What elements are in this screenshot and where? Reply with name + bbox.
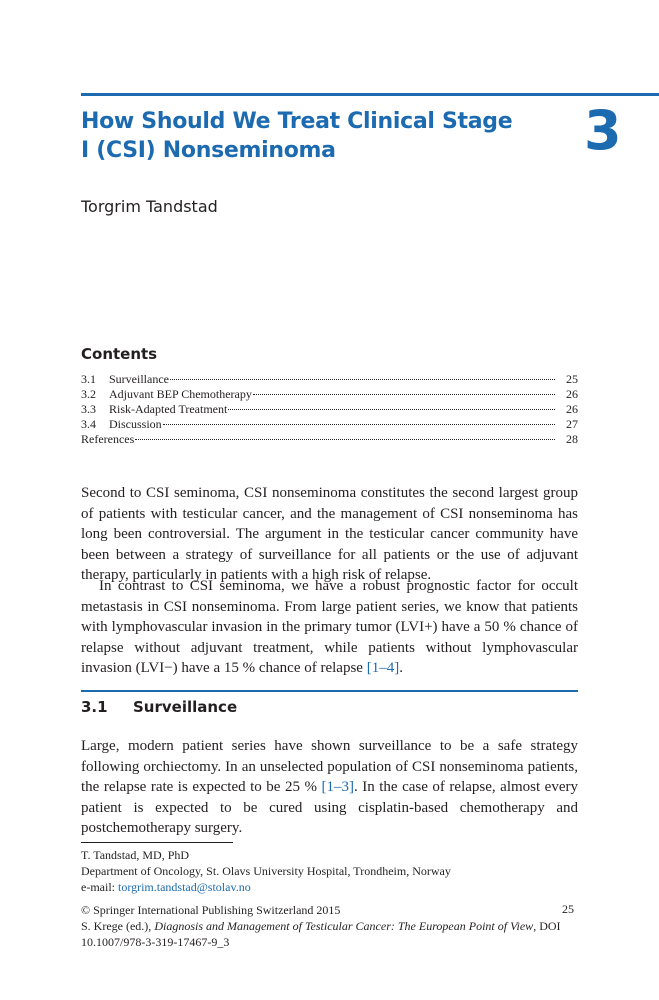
toc-dot-leader — [135, 439, 555, 440]
toc-entry-references[interactable] — [81, 432, 578, 447]
section-rule — [81, 690, 578, 692]
email-link[interactable]: torgrim.tandstad@stolav.no — [117, 880, 251, 894]
toc-entry-number: 3.2 — [81, 387, 96, 401]
contents-heading: Contents — [81, 345, 158, 363]
toc-entry-page: 27 — [566, 417, 578, 431]
email-label: e-mail: — [81, 880, 118, 894]
toc-entry-number: 3.3 — [81, 402, 96, 416]
citation-link[interactable]: [1–3] — [321, 779, 354, 795]
section-heading — [81, 698, 237, 716]
toc-entry-page: 26 — [566, 402, 578, 416]
toc-dot-leader — [170, 379, 555, 380]
toc-entry[interactable] — [81, 417, 578, 432]
doi-text: , DOI 10.1007/978-3-319-17467-9_3 — [81, 919, 561, 949]
book-title: Diagnosis and Management of Testicular Cancer: The European Point of View — [154, 919, 534, 933]
chapter-title: How Should We Treat Clinical Stage I (CSI) Nonseminoma — [81, 109, 513, 163]
intro-paragraph-1: Second to CSI seminoma, CSI nonseminoma constitutes the second largest group of patients with testicular cancer, and the management of CSI nonseminoma has long been controversial. The argument in the testicular cancer community have been between a strategy of surveillance for all patients or the use of adjuvant therapy, particularly in patients with a high risk of relapse. — [81, 485, 578, 583]
toc-entry-page: 28 — [566, 432, 578, 446]
source-citation — [81, 918, 561, 950]
citation-link[interactable]: [1–4] — [366, 660, 400, 676]
editor-text: S. Krege (ed.), — [81, 919, 155, 933]
toc-entry-number: 3.4 — [81, 417, 96, 431]
footnote-rule — [81, 842, 233, 843]
header-rule — [81, 93, 659, 96]
chapter-number: 3 — [584, 99, 622, 162]
toc-entry[interactable] — [81, 372, 578, 387]
toc-dot-leader — [163, 424, 555, 425]
toc-entry[interactable] — [81, 402, 578, 417]
toc-entry-page: 25 — [566, 372, 578, 386]
surveillance-paragraph-text: Large, modern patient series have shown surveillance to be a safe strategy following orchiectomy. In an unselected population of CSI nonseminoma patients, the relapse rate is expected to be 25 % — [81, 738, 578, 795]
toc-entry-label: Surveillance — [109, 372, 169, 386]
toc-entry-label: Adjuvant BEP Chemotherapy — [109, 387, 252, 401]
section-title: Surveillance — [133, 698, 238, 716]
footnote-author: T. Tandstad, MD, PhD — [81, 848, 190, 862]
toc-entry-label: References — [81, 432, 135, 446]
toc-entry-label: Discussion — [109, 417, 162, 431]
footnote-affiliation: Department of Oncology, St. Olavs University Hospital, Trondheim, Norway — [81, 864, 451, 878]
author-name: Torgrim Tandstad — [81, 197, 218, 216]
toc-entry-label: Risk-Adapted Treatment — [109, 402, 228, 416]
surveillance-paragraph-end: . In the case of relapse, almost every patient is expected to be cured using cisplatin-based chemotherapy and postchemotherapy surgery. — [81, 779, 578, 836]
toc-dot-leader — [228, 409, 555, 410]
footnote-email-line — [81, 879, 251, 895]
intro-paragraph-2 — [81, 576, 578, 679]
surveillance-paragraph — [81, 736, 578, 839]
table-of-contents — [81, 372, 578, 447]
intro-paragraph-2-end: . — [399, 660, 403, 676]
intro-paragraph-2-text: In contrast to CSI seminoma, we have a robust prognostic factor for occult metastasis in CSI nonseminoma. From large patient series, we know that patients with lymphovascular invasion in the primary tumor (LVI+) have a 50 % chance of relapse without adjuvant treatment, while patients without lymphovascular invasion (LVI−) have a 15 % chance of relapse — [81, 578, 578, 676]
page-number: 25 — [562, 902, 574, 916]
toc-entry[interactable] — [81, 387, 578, 402]
toc-entry-number: 3.1 — [81, 372, 96, 386]
copyright-line: © Springer International Publishing Switzerland 2015 — [81, 903, 341, 917]
toc-dot-leader — [253, 394, 555, 395]
toc-entry-page: 26 — [566, 387, 578, 401]
section-number: 3.1 — [81, 698, 108, 716]
